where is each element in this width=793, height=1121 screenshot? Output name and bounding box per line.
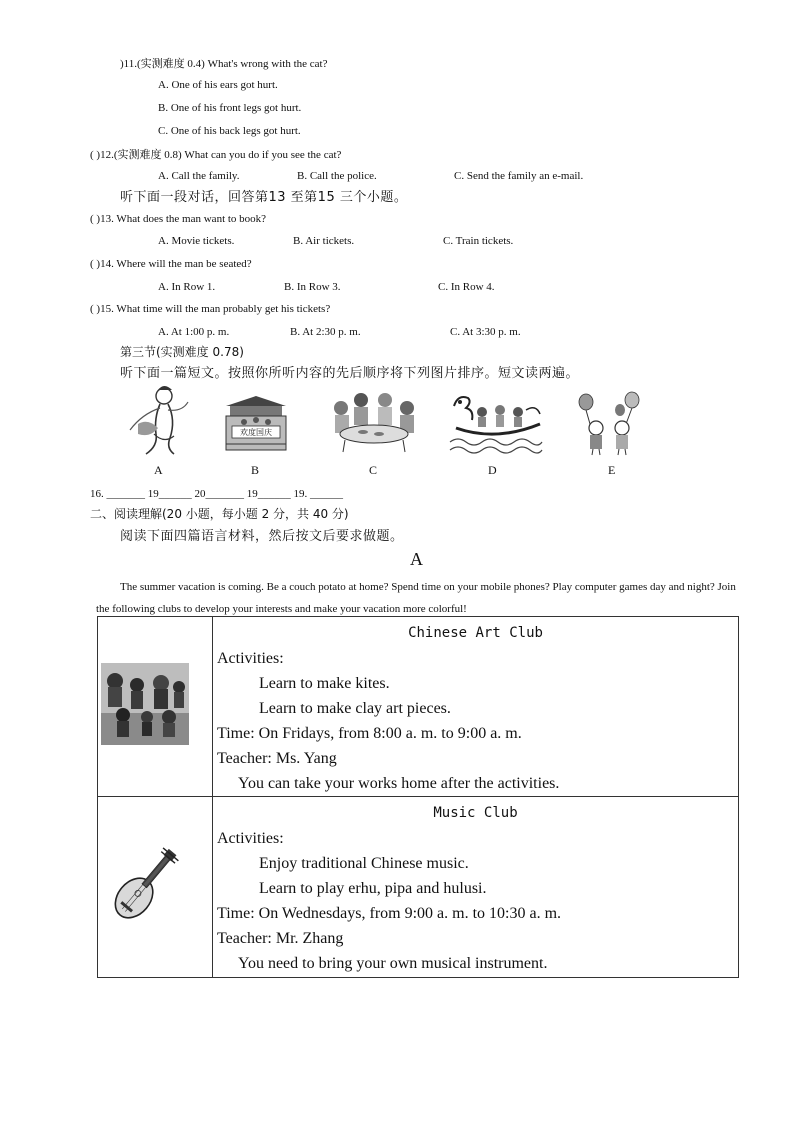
dragon-boat-icon	[448, 388, 544, 456]
activity-item: Learn to make kites.	[259, 675, 390, 692]
club-name: Chinese Art Club	[408, 625, 543, 641]
club-teacher: Teacher: Mr. Zhang	[217, 930, 344, 947]
activities-label: Activities:	[217, 830, 284, 847]
question-14-option-c: C. In Row 4.	[438, 281, 495, 293]
picture-label-b: B	[251, 463, 260, 477]
club-text-cell	[213, 617, 739, 797]
club-note: You can take your works home after the activities.	[238, 775, 560, 792]
family-dinner-icon	[327, 390, 421, 454]
club-row-chinese-art	[98, 617, 739, 797]
clubs-table	[97, 616, 739, 978]
question-14-stem: ( )14. Where will the man be seated?	[90, 258, 252, 270]
question-11-option-a: A. One of his ears got hurt.	[158, 79, 278, 91]
club-text-cell	[213, 797, 739, 978]
svg-text:欢度国庆: 欢度国庆	[240, 428, 272, 437]
question-15-stem: ( )15. What time will the man probably get his tickets?	[90, 303, 331, 315]
passage-intro: The summer vacation is coming. Be a couch potato at home? Spend time on your mobile phones? Play computer games day and night? Join the following clubs to develop your interests and make your vacation more colorful!	[96, 581, 736, 615]
activities-label: Activities:	[217, 650, 284, 667]
question-13-stem: ( )13. What does the man want to book?	[90, 213, 267, 225]
question-11-option-b: B. One of his front legs got hurt.	[158, 102, 302, 114]
section-3-instruction: 听下面一篇短文。按照你所听内容的先后顺序将下列图片排序。短文读两遍。	[120, 366, 580, 381]
picture-label-e: E	[608, 463, 616, 477]
club-time: Time: On Wednesdays, from 9:00 a. m. to 10:30 a. m.	[217, 905, 562, 922]
section-3-title: 第三节(实测难度 0.78)	[120, 345, 244, 359]
question-15-option-c: C. At 3:30 p. m.	[450, 326, 521, 338]
club-row-music	[98, 797, 739, 978]
national-day-gate-icon	[222, 392, 290, 454]
reading-part-title: 二、阅读理解(20 小题，每小题 2 分，共 40 分)	[90, 507, 349, 521]
moon-goddess-icon	[124, 384, 192, 456]
reading-instruction: 阅读下面四篇语言材料，然后按文后要求做题。	[120, 529, 404, 544]
question-15-option-a: A. At 1:00 p. m.	[158, 326, 230, 338]
club-image-cell	[98, 617, 213, 797]
club-time: Time: On Fridays, from 8:00 a. m. to 9:00 a. m.	[217, 725, 522, 742]
activity-item: Enjoy traditional Chinese music.	[259, 855, 469, 872]
passage-heading: A	[410, 549, 423, 569]
question-14-option-b: B. In Row 3.	[284, 281, 341, 293]
club-teacher: Teacher: Ms. Yang	[217, 750, 337, 767]
picture-label-d: D	[488, 463, 497, 477]
question-13-option-c: C. Train tickets.	[443, 235, 514, 247]
question-11-stem: )11.(实测难度 0.4) What's wrong with the cat?	[120, 58, 328, 70]
activity-item: Learn to play erhu, pipa and hulusi.	[259, 880, 487, 897]
picture-label-a: A	[154, 463, 163, 477]
pipa-icon	[100, 840, 212, 935]
picture-label-c: C	[369, 463, 378, 477]
question-13-option-a: A. Movie tickets.	[158, 235, 235, 247]
answer-blanks: 16. _______ 19______ 20_______ 19______ 19. ______	[90, 488, 343, 500]
question-15-option-b: B. At 2:30 p. m.	[290, 326, 361, 338]
question-12-option-b: B. Call the police.	[297, 170, 377, 182]
clay-figures-icon	[101, 663, 212, 750]
question-13-option-b: B. Air tickets.	[293, 235, 355, 247]
lantern-children-icon	[574, 390, 644, 456]
question-11-option-c: C. One of his back legs got hurt.	[158, 125, 301, 137]
activity-item: Learn to make clay art pieces.	[259, 700, 451, 717]
club-note: You need to bring your own musical instrument.	[238, 955, 548, 972]
question-14-option-a: A. In Row 1.	[158, 281, 216, 293]
question-12-option-c: C. Send the family an e-mail.	[454, 170, 584, 182]
question-12-stem: ( )12.(实测难度 0.8) What can you do if you see the cat?	[90, 149, 342, 161]
dialog-instruction: 听下面一段对话，回答第13 至第15 三个小题。	[120, 190, 408, 205]
question-12-option-a: A. Call the family.	[158, 170, 240, 182]
club-image-cell	[98, 797, 213, 978]
club-name: Music Club	[433, 805, 518, 821]
